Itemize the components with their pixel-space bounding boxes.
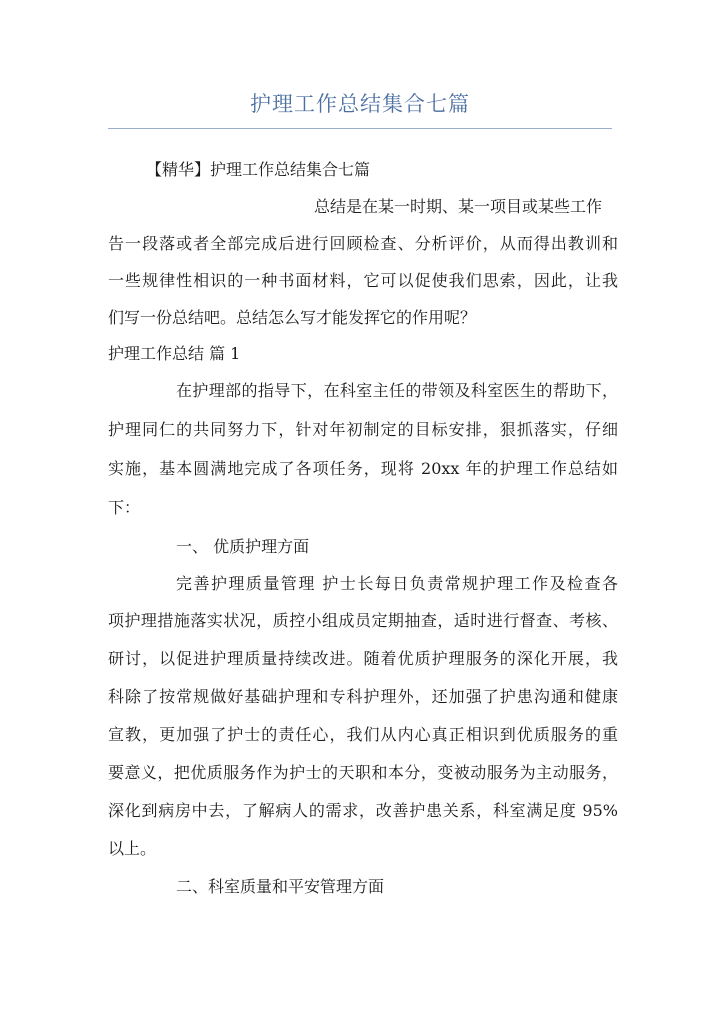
section-heading-1: 护理工作总结 篇 1	[108, 344, 241, 363]
document-title: 护理工作总结集合七篇	[250, 92, 470, 116]
intro-line-4: 们写一份总结吧。总结怎么写才能发挥它的作用呢？	[108, 308, 477, 327]
subsection-heading-1: 一、 优质护理方面	[176, 537, 310, 556]
intro-line-1: 总结是在某一时期、某一项目或某些工作	[314, 197, 603, 216]
body-line-7: 深化到病房中去，了解病人的需求，改善护患关系，科室满足度 95%	[108, 801, 618, 820]
body-line-8: 以上。	[108, 839, 157, 858]
paragraph-line-2: 护理同仁的共同努力下，针对年初制定的目标安排，狠抓落实，仔细	[108, 420, 618, 439]
subsection-heading-2: 二、科室质量和平安管理方面	[176, 877, 385, 896]
paragraph-line-1: 在护理部的指导下，在科室主任的带领及科室医生的帮助下，	[176, 381, 618, 400]
body-line-5: 宣教，更加强了护士的责任心，我们从内心真正相识到优质服务的重	[108, 725, 618, 744]
paragraph-line-4: 下：	[108, 498, 141, 517]
paragraph-line-3: 实施，基本圆满地完成了各项任务，现将 20xx 年的护理工作总结如	[108, 459, 618, 478]
body-line-3: 研讨，以促进护理质量持续改进。随着优质护理服务的深化开展，我	[108, 649, 618, 668]
intro-line-3: 一些规律性相识的一种书面材料，它可以促使我们思索，因此，让我	[108, 271, 618, 290]
body-line-6: 要意义，把优质服务作为护士的天职和本分，变被动服务为主动服务，	[108, 763, 618, 782]
body-line-1: 完善护理质量管理 护士长每日负责常规护理工作及检查各	[176, 574, 618, 593]
body-line-2: 项护理措施落实状况，质控小组成员定期抽查，适时进行督查、考核、	[108, 611, 618, 630]
body-line-4: 科除了按常规做好基础护理和专科护理外，还加强了护患沟通和健康	[108, 687, 618, 706]
title-divider	[108, 128, 612, 129]
intro-line-2: 告一段落或者全部完成后进行回顾检查、分析评价，从而得出教训和	[108, 234, 618, 253]
subtitle-line: 【精华】护理工作总结集合七篇	[146, 160, 371, 179]
